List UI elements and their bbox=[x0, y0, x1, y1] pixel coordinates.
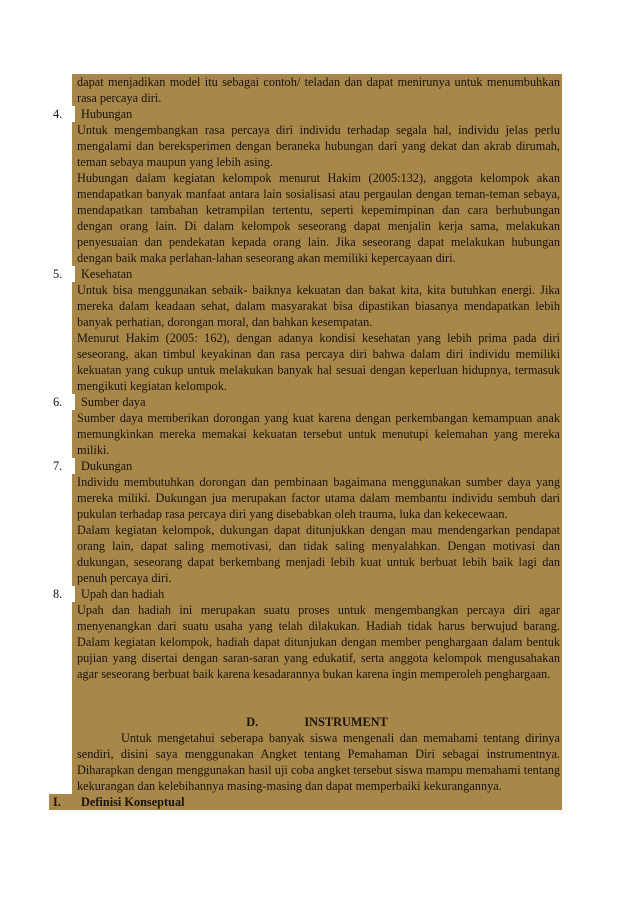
list-item-body bbox=[72, 474, 562, 586]
subsection-heading bbox=[49, 794, 562, 810]
list-item-number: 6. bbox=[49, 394, 75, 410]
body-paragraph: Dalam kegiatan kelompok, dukungan dapat ditunjukkan dengan mau mendengarkan pendapat orang lain, dapat saling memotivasi, dan tidak saling menyalahkan. Dengan motivasi dan dukungan, seseorang dapat berkembang menjadi lebih kuat untuk berbuat lebih baik lagi dan penuh percaya diri. bbox=[72, 522, 562, 586]
list-item-heading bbox=[49, 266, 562, 282]
body-paragraph: Sumber daya memberikan dorongan yang kuat karena dengan perkembangan kemampuan anak memungkinkan mereka memakai kekuatan tersebut untuk menutupi kelemahan yang mereka miliki. bbox=[72, 410, 562, 458]
section-body bbox=[72, 730, 562, 794]
section-letter: D. bbox=[246, 715, 259, 729]
subsection-number: I. bbox=[53, 795, 61, 809]
intro-paragraph: dapat menjadikan model itu sebagai contoh/ teladan dan dapat menirunya untuk menumbuhkan rasa percaya diri. bbox=[72, 74, 562, 106]
section-title: INSTRUMENT bbox=[304, 715, 388, 729]
list-item-title: Upah dan hadiah bbox=[75, 586, 562, 602]
intro-block bbox=[72, 74, 562, 106]
section-heading bbox=[72, 714, 562, 730]
list-item-body bbox=[72, 282, 562, 394]
document-page bbox=[49, 74, 562, 810]
list-item-title: Kesehatan bbox=[75, 266, 562, 282]
body-paragraph: Hubungan dalam kegiatan kelompok menurut Hakim (2005:132), anggota kelompok akan mendapatkan banyak manfaat antara lain sosialisasi atau pergaulan dengan teman-teman sebaya, mendapatkan tambahan ketrampilan tertentu, seperti kepemimpinan dan cara berhubungan dengan orang lain. Di dalam kelompok seseorang dapat menjalin kerja sama, melakukan penyesuaian dan pendekatan kepada orang lain. Jika seseorang dapat melakukan hubungan dengan baik maka perlahan-lahan seseorang akan memiliki kepercayaan diri. bbox=[72, 170, 562, 266]
list-item-number: 4. bbox=[49, 106, 75, 122]
subsection-title: Definisi Konseptual bbox=[81, 795, 185, 809]
body-paragraph: Menurut Hakim (2005: 162), dengan adanya kondisi kesehatan yang lebih prima pada diri seseorang, akan timbul keyakinan dan rasa percaya diri bahwa dalam diri individu memiliki kekuatan yang cukup untuk melakukan banyak hal sesuai dengan keperluan hidupnya, termasuk mengikuti kegiatan kelompok. bbox=[72, 330, 562, 394]
list-item-number: 7. bbox=[49, 458, 75, 474]
list-item-heading bbox=[49, 106, 562, 122]
list-item-body bbox=[72, 602, 562, 682]
list-item-title: Dukungan bbox=[75, 458, 562, 474]
list-item-number: 8. bbox=[49, 586, 75, 602]
body-paragraph: Untuk bisa menggunakan sebaik- baiknya kekuatan dan bakat kita, kita butuhkan energi. Jika mereka dalam keadaan sehat, dalam masyarakat bisa dipastikan biasanya mendapatkan lebih banyak perhatian, dorongan moral, dan bahkan kesempatan. bbox=[72, 282, 562, 330]
section-paragraph: Untuk mengetahui seberapa banyak siswa mengenali dan memahami tentang dirinya sendiri, disini saya menggunakan Angket tentang Pemahaman Diri sebagai instrumentnya. Diharapkan dengan menggunakan hasil uji coba angket tersebut siswa mampu memahami tentang kekurangan dan kelebihannya masing-masing dan dapat memperbaiki kekurangannya. bbox=[72, 730, 562, 794]
list-item-heading bbox=[49, 394, 562, 410]
list-item-body bbox=[72, 122, 562, 266]
list-item-title: Hubungan bbox=[75, 106, 562, 122]
list-item-heading bbox=[49, 586, 562, 602]
blank-line bbox=[72, 698, 562, 714]
list-item-title: Sumber daya bbox=[75, 394, 562, 410]
blank-line bbox=[72, 682, 562, 698]
body-paragraph: Untuk mengembangkan rasa percaya diri individu terhadap segala hal, individu jelas perlu mengalami dan bereksperimen dengan beraneka hubungan dari yang dekat dan akrab dirumah, teman sebaya maupun yang lebih asing. bbox=[72, 122, 562, 170]
list-item-body bbox=[72, 410, 562, 458]
body-paragraph: Individu membutuhkan dorongan dan pembinaan bagaimana menggunakan sumber daya yang mereka miliki. Dukungan jua merupakan factor utama dalam membantu individu sembuh dari pukulan terhadap rasa percaya diri yang disebabkan oleh trauma, luka dan kekecewaan. bbox=[72, 474, 562, 522]
body-paragraph: Upah dan hadiah ini merupakan suatu proses untuk mengembangkan percaya diri agar menyenangkan dari suatu usaha yang telah dilakukan. Hadiah tidak harus berwujud barang. Dalam kegiatan kelompok, hadiah dapat ditunjukan dengan member penghargaan dalam bentuk pujian yang disertai dengan saran-saran yang edukatif, serta anggota kelompok mengusahakan agar seseorang berbuat baik karena kesadarannya bukan karena ingin memperoleh penghargaan. bbox=[72, 602, 562, 682]
list-item-number: 5. bbox=[49, 266, 75, 282]
list-item-heading bbox=[49, 458, 562, 474]
